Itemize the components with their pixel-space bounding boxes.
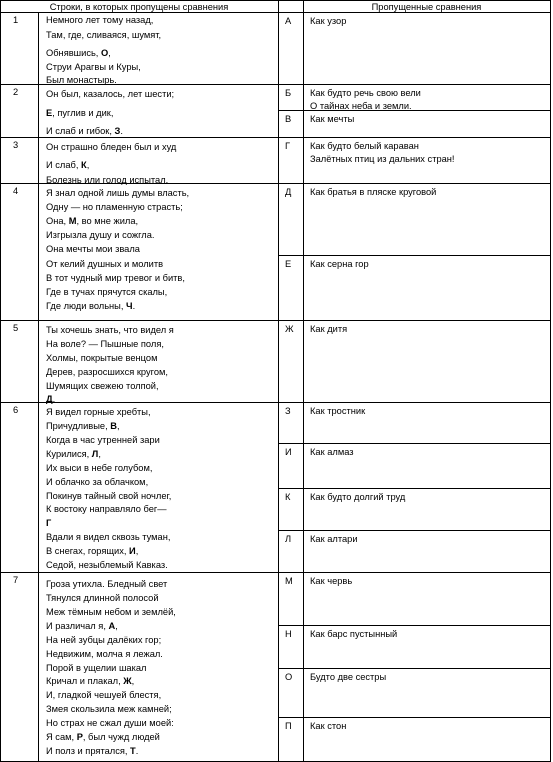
poem-line: Немного лет тому назад, bbox=[46, 15, 154, 25]
missing-comparison-marker: Р bbox=[76, 732, 83, 742]
poem-line: И слаб, К, bbox=[46, 160, 90, 170]
poem-line: Где в тучах прячутся скалы, bbox=[46, 287, 168, 297]
comparison-text: Как стон bbox=[310, 721, 347, 731]
poem-line: Недвижим, молча я лежал. bbox=[46, 649, 163, 659]
table-border-horizontal bbox=[278, 488, 551, 489]
comparison-letter: О bbox=[285, 672, 293, 682]
comparison-text: Как серна гор bbox=[310, 259, 369, 269]
comparison-text: Как червь bbox=[310, 576, 353, 586]
missing-comparison-marker: Г bbox=[46, 518, 52, 528]
comparison-letter: И bbox=[285, 447, 292, 457]
poem-line: Змея скользила меж камней; bbox=[46, 704, 172, 714]
poem-line: Я видел горные хребты, bbox=[46, 407, 151, 417]
comparison-text: Как узор bbox=[310, 16, 347, 26]
poem-line: Когда в час утренней зари bbox=[46, 435, 160, 445]
missing-comparison-marker: Ж bbox=[123, 676, 132, 686]
poem-line: На ней зубцы далёких гор; bbox=[46, 635, 162, 645]
poem-line: Одну — но пламенную страсть; bbox=[46, 202, 183, 212]
row-number: 2 bbox=[13, 87, 19, 97]
poem-line: На воле? — Пышные поля, bbox=[46, 339, 164, 349]
comparison-letter: Б bbox=[285, 88, 292, 98]
poem-line: Дерев, разросшихся кругом, bbox=[46, 367, 168, 377]
table-border-horizontal bbox=[278, 443, 551, 444]
poem-line: Он страшно бледен был и худ bbox=[46, 142, 177, 152]
table-border-horizontal bbox=[0, 84, 279, 85]
header-right-column: Пропущенные сравнения bbox=[371, 2, 482, 12]
table-border-horizontal bbox=[0, 402, 279, 403]
poem-line: Д. bbox=[46, 394, 56, 404]
table-border-horizontal bbox=[278, 668, 551, 669]
comparison-letter: П bbox=[285, 721, 292, 731]
comparison-text: Как будто долгий труд bbox=[310, 492, 406, 502]
header-left-column: Строки, в которых пропущены сравнения bbox=[49, 2, 229, 12]
missing-comparison-marker: Е bbox=[46, 108, 53, 118]
poem-line: Кричал и плакал, Ж, bbox=[46, 676, 135, 686]
poem-line: Холмы, покрытые венцом bbox=[46, 353, 158, 363]
poem-line: Обнявшись, О, bbox=[46, 48, 111, 58]
table-border-horizontal bbox=[278, 255, 551, 256]
poem-line: Меж тёмным небом и землёй, bbox=[46, 607, 176, 617]
table-border-vertical bbox=[278, 0, 279, 762]
comparison-letter: А bbox=[285, 16, 292, 26]
missing-comparison-marker: Л bbox=[91, 449, 99, 459]
table-border-horizontal bbox=[0, 572, 279, 573]
comparison-letter: К bbox=[285, 492, 291, 502]
poem-line: Она, М, во мне жила, bbox=[46, 216, 139, 226]
comparison-text: Как будто белый караван bbox=[310, 141, 419, 151]
comparison-letter: З bbox=[285, 406, 291, 416]
row-number: 6 bbox=[13, 405, 19, 415]
missing-comparison-marker: В bbox=[110, 421, 117, 431]
table-border-horizontal bbox=[278, 183, 551, 184]
table-border-vertical bbox=[38, 12, 39, 762]
poem-line: Я знал одной лишь думы власть, bbox=[46, 188, 190, 198]
table-border-vertical bbox=[303, 0, 304, 762]
table-border-horizontal bbox=[278, 84, 551, 85]
poem-line: В снегах, горящих, И, bbox=[46, 546, 139, 556]
poem-line: В тот чудный мир тревог и битв, bbox=[46, 273, 185, 283]
poem-line: Причудливые, В, bbox=[46, 421, 120, 431]
row-number: 5 bbox=[13, 323, 19, 333]
comparison-letter: Ж bbox=[285, 324, 294, 334]
poem-line: Их выси в небе голубом, bbox=[46, 463, 153, 473]
missing-comparison-marker: Т bbox=[130, 746, 136, 756]
table-border-horizontal bbox=[278, 717, 551, 718]
comparison-text: Как алтари bbox=[310, 534, 358, 544]
comparison-text: О тайнах неба и земли. bbox=[310, 101, 412, 111]
table-border-horizontal bbox=[278, 572, 551, 573]
missing-comparison-marker: М bbox=[68, 216, 77, 226]
comparison-letter: М bbox=[285, 576, 293, 586]
poem-line: Покинув тайный свой ночлег, bbox=[46, 491, 172, 501]
missing-comparison-marker: А bbox=[108, 621, 116, 631]
poem-line: Порой в ущелии шакал bbox=[46, 663, 147, 673]
poem-line bbox=[46, 517, 51, 529]
poem-line: Ты хочешь знать, что видел я bbox=[46, 325, 174, 335]
comparison-text: Будто две сестры bbox=[310, 672, 387, 682]
poem-line: И полз и прятался, Т. bbox=[46, 746, 139, 756]
comparison-text: Как дитя bbox=[310, 324, 348, 334]
poem-line: Был монастырь. bbox=[46, 75, 117, 85]
poem-line: К востоку направляло бег— bbox=[46, 504, 167, 514]
poem-line: Изгрызла душу и сожгла. bbox=[46, 230, 155, 240]
poem-line: И, гладкой чешуей блестя, bbox=[46, 690, 162, 700]
comparison-text: Залётных птиц из дальних стран! bbox=[310, 154, 455, 164]
missing-comparison-marker: И bbox=[129, 546, 136, 556]
table-border-horizontal bbox=[278, 530, 551, 531]
poem-line: Но страх не сжал души моей: bbox=[46, 718, 174, 728]
poem-line: Болезнь или голод испытал. bbox=[46, 175, 169, 185]
missing-comparison-marker: К bbox=[81, 160, 87, 170]
comparison-text: Как барс пустынный bbox=[310, 629, 398, 639]
comparison-text: Как будто речь свою вели bbox=[310, 88, 421, 98]
poem-line: Вдали я видел сквозь туман, bbox=[46, 532, 171, 542]
row-number: 1 bbox=[13, 15, 19, 25]
poem-line: Седой, незыблемый Кавказ. bbox=[46, 560, 168, 570]
missing-comparison-marker: З bbox=[114, 126, 121, 136]
missing-comparison-marker: Ч bbox=[126, 301, 133, 311]
table-border-horizontal bbox=[278, 137, 551, 138]
poem-line: Он был, казалось, лет шести; bbox=[46, 89, 175, 99]
table-border-horizontal bbox=[278, 402, 551, 403]
row-number: 7 bbox=[13, 575, 19, 585]
poem-line: Тянулся длинной полосой bbox=[46, 593, 159, 603]
table-border-horizontal bbox=[0, 137, 279, 138]
comparison-letter: Л bbox=[285, 534, 292, 544]
table-border-horizontal bbox=[278, 320, 551, 321]
table-border-horizontal bbox=[278, 625, 551, 626]
missing-comparison-marker: О bbox=[100, 48, 109, 58]
comparison-text: Как тростник bbox=[310, 406, 366, 416]
row-number: 4 bbox=[13, 186, 19, 196]
poem-line: Курилися, Л, bbox=[46, 449, 101, 459]
poem-line: Струи Арагвы и Куры, bbox=[46, 62, 141, 72]
comparison-letter: Г bbox=[285, 141, 291, 151]
poem-line: Шумящих свежею толпой, bbox=[46, 381, 159, 391]
poem-line: Гроза утихла. Бледный свет bbox=[46, 579, 168, 589]
poem-line: Я сам, Р, был чужд людей bbox=[46, 732, 160, 742]
table-border-vertical bbox=[550, 0, 551, 762]
comparison-text: Как алмаз bbox=[310, 447, 354, 457]
comparison-letter: Е bbox=[285, 259, 292, 269]
poem-line: И различал я, А, bbox=[46, 621, 118, 631]
missing-comparison-marker: Д bbox=[46, 394, 53, 404]
comparison-letter: Д bbox=[285, 187, 292, 197]
poem-line: Где люди вольны, Ч. bbox=[46, 301, 136, 311]
comparison-text: Как мечты bbox=[310, 114, 355, 124]
poem-line: Е, пуглив и дик, bbox=[46, 108, 114, 118]
table-border-horizontal bbox=[0, 320, 279, 321]
poem-line: И облачко за облачком, bbox=[46, 477, 149, 487]
row-number: 3 bbox=[13, 140, 19, 150]
comparison-letter: Н bbox=[285, 629, 292, 639]
poem-line: Там, где, сливаяся, шумят, bbox=[46, 30, 162, 40]
poem-line: Она мечты мои звала bbox=[46, 244, 140, 254]
table-border-vertical bbox=[0, 0, 1, 762]
poem-line: И слаб и гибок, З. bbox=[46, 126, 123, 136]
poem-line: От келий душных и молитв bbox=[46, 259, 164, 269]
comparison-text: Как братья в пляске круговой bbox=[310, 187, 437, 197]
comparison-letter: В bbox=[285, 114, 292, 124]
